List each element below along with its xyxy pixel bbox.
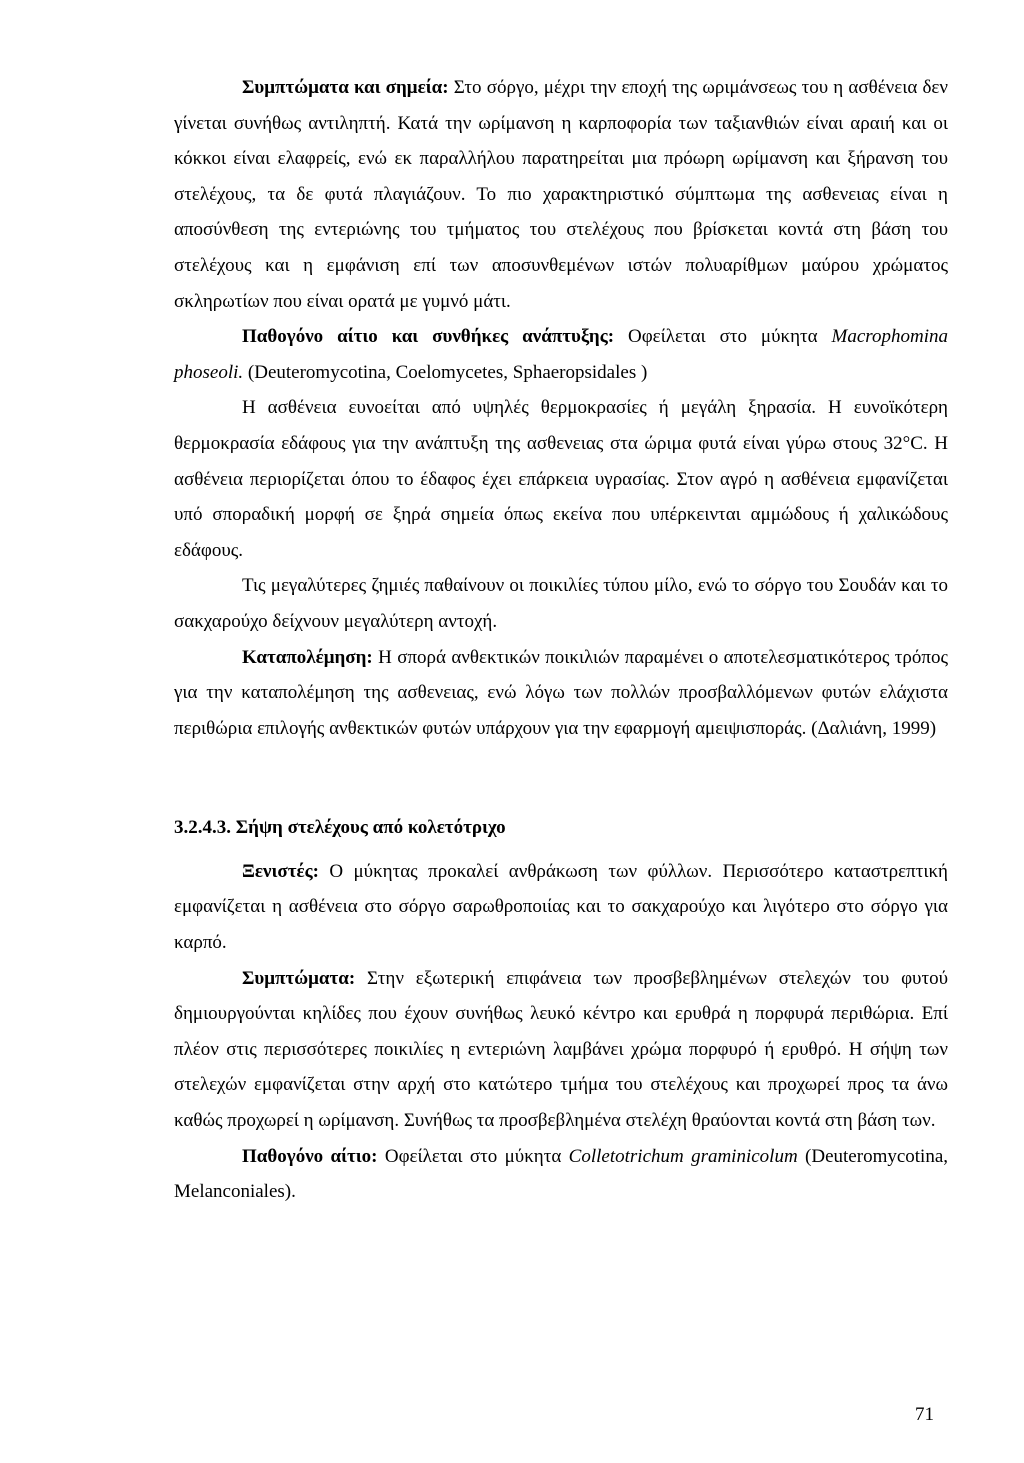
section-title: Σήψη στελέχους από κολετότριχο bbox=[235, 817, 506, 839]
symptoms-paragraph bbox=[174, 70, 948, 319]
pathogen-paragraph bbox=[174, 319, 948, 390]
hosts-label: Ξενιστές: bbox=[242, 860, 319, 882]
control-text: Η σπορά ανθεκτικών ποικιλιών παραμένει ο αποτελεσματικότερος τρόπος για την καταπολέμηση της ασθενειας, ενώ λόγω των πολλών προσβαλλόμενων φυτών ελάχιστα περιθώρια επιλογής ανθεκτικών φυτών υπάρχουν για την εφαρμογή αμειψισποράς. (Δαλιάνη, 1999) bbox=[174, 646, 949, 739]
pathogen2-paragraph bbox=[174, 1139, 948, 1210]
pathogen2-label: Παθογόνο αίτιο: bbox=[242, 1145, 378, 1167]
symptoms-text: Στο σόργο, μέχρι την εποχή της ωριμάνσεως του η ασθένεια δεν γίνεται συνήθως αντιληπτή. Κατά την ωρίμανση η καρποφορία των ταξιανθιών είναι αραιή και οι κόκκοι είναι ελαφρείς, ενώ εκ παραλλήλου παρατηρείται μια πρόωρη ωρίμανση και ξήρανση του στελέχους, τα δε φυτά πλαγιάζουν. Το πιο χαρακτηριστικό σύμπτωμα της ασθενειας είναι η αποσύνθεση της εντεριώνης του τμήματος του στελέχους που βρίσκεται κοντά στη βάση του στελέχους και η εμφάνιση επί των αποσυνθεμένων ιστών πολυαρίθμων μαύρου χρώματος σκληρωτίων που είναι ορατά με γυμνό μάτι. bbox=[174, 77, 949, 312]
pathogen-species: Macrophomina phoseoli. bbox=[174, 326, 948, 383]
conditions-paragraph: Η ασθένεια ευνοείται από υψηλές θερμοκρασίες ή μεγάλη ξηρασία. Η ευνοϊκότερη θερμοκρασία εδάφους για την ανάπτυξη της ασθενειας στα ώριμα φυτά είναι γύρω στους 32°C. Η ασθένεια περιορίζεται όπου το έδαφος έχει επάρκεια υγρασίας. Στον αγρό η ασθένεια εμφανίζεται υπό σποραδική μορφή σε ξηρά σημεία όπως εκείνα που υπέρκεινται αμμώδους ή χαλικώδους εδάφους. bbox=[174, 397, 948, 561]
hosts-paragraph bbox=[174, 854, 948, 961]
symptoms2-paragraph bbox=[174, 961, 948, 1139]
control-label: Καταπολέμηση: bbox=[242, 646, 373, 668]
pathogen2-species: Colletotrichum graminicolum bbox=[568, 1145, 798, 1167]
hosts-text: Ο μύκητας προκαλεί ανθράκωση των φύλλων. Περισσότερο καταστρεπτική εμφανίζεται η ασθένεια στο σόργο σαρωθροποιίας και το σακχαρούχο και λιγότερο στο σόργο για καρπό. bbox=[174, 860, 948, 954]
damage-paragraph: Τις μεγαλύτερες ζημιές παθαίνουν οι ποικιλίες τύπου μίλο, ενώ το σόργο του Σουδάν και το σακχαρούχο δείχνουν μεγαλύτερη αντοχή. bbox=[174, 575, 948, 632]
pathogen2-taxonomy: (Deuteromycotina, Melanconiales). bbox=[174, 1145, 949, 1203]
symptoms2-label: Συμπτώματα: bbox=[242, 967, 356, 989]
control-paragraph bbox=[174, 640, 948, 747]
section-heading bbox=[174, 810, 948, 846]
symptoms-label: Συμπτώματα και σημεία: bbox=[242, 77, 449, 98]
pathogen-text: Οφείλεται στο μύκητα bbox=[627, 326, 818, 348]
symptoms2-text: Στην εξωτερική επιφάνεια των προσβεβλημένων στελεχών του φυτού δημιουργούνται κηλίδες που έχουν συνήθως λευκό κέντρο και ερυθρά η πορφυρά περιθώρια. Επί πλέον στις περισσότερες ποικιλίες η εντεριώνη λαμβάνει χρώμα πορφυρό ή ερυθρό. Η σήψη των στελεχών εμφανίζεται στην αρχή στο κατώτερο τμήμα του στελέχους και προχωρεί προς τα άνω καθώς προχωρεί η ωρίμανση. Συνήθως τα προσβεβλημένα στελέχη θραύονται κοντά στη βάση των. bbox=[174, 967, 948, 1132]
pathogen-taxonomy: (Deuteromycotina, Coelomycetes, Sphaeropsidales ) bbox=[247, 361, 648, 383]
page-number: 71 bbox=[915, 1404, 934, 1425]
section-number: 3.2.4.3. bbox=[174, 817, 231, 839]
pathogen-label: Παθογόνο αίτιο και συνθήκες ανάπτυξης: bbox=[242, 326, 615, 348]
pathogen2-text: Οφείλεται στο μύκητα bbox=[384, 1145, 562, 1167]
document-page bbox=[174, 70, 948, 1210]
